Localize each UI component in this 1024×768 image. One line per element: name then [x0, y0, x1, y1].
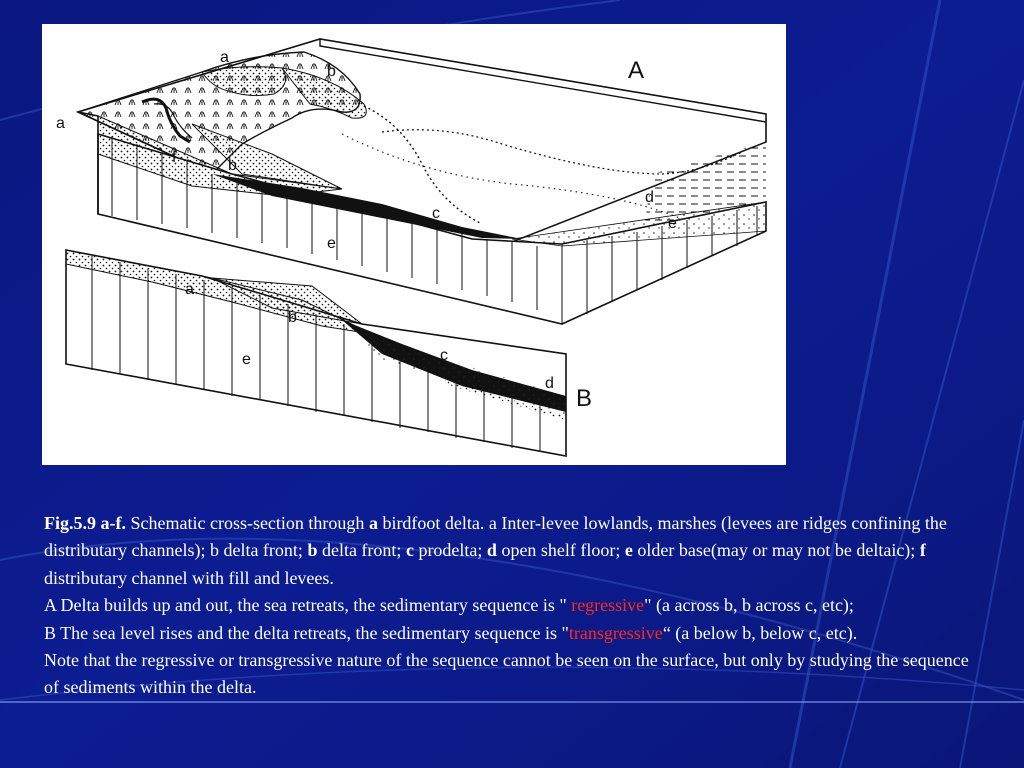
caption-text: B The sea level rises and the delta retreats, the sedimentary sequence is " [44, 622, 569, 643]
label-b-c: c [440, 347, 448, 364]
caption-bold: c [405, 540, 414, 561]
caption-text: birdfoot delta. a Inter-levee lowlands, marshes (levees are ridges confining the distributary channels); b delta front; [44, 513, 947, 561]
caption-paragraph-note: Note that the regressive or transgressive nature of the sequence cannot be seen on the surface, but only by studying the sequence of sediments within the delta. [44, 650, 969, 698]
caption-paragraph-transgressive [44, 620, 984, 647]
label-b-1: b [327, 63, 336, 80]
label-e-2: e [327, 235, 336, 252]
label-a-1: a [220, 49, 229, 66]
caption-fig-label: Fig.5.9 a-f. [44, 513, 126, 533]
caption-text: distributary channel with fill and levees. [44, 567, 334, 588]
caption-text: " (a across b, b across c, etc); [644, 595, 854, 616]
label-b-2: b [228, 157, 237, 174]
label-A: A [628, 57, 645, 84]
figure-caption [44, 510, 984, 702]
delta-diagram [42, 24, 786, 465]
label-a-2: a [56, 115, 65, 132]
delta-diagram-figure [42, 24, 786, 465]
label-b-a: a [185, 281, 194, 298]
caption-bold: a [368, 513, 378, 533]
caption-text: older base(may or may not be deltaic); [632, 540, 920, 561]
caption-text: prodelta; [413, 540, 487, 561]
label-d: d [645, 189, 654, 206]
transgressive-term: transgressive [568, 622, 663, 643]
caption-text: delta front; [317, 540, 406, 561]
caption-text: Schematic cross-section through [125, 513, 369, 533]
caption-text: open shelf floor; [496, 540, 625, 561]
caption-paragraph-regressive [44, 592, 984, 619]
label-b-e: e [242, 351, 251, 368]
caption-bold: b [307, 540, 318, 561]
regressive-term: regressive [571, 595, 645, 616]
label-b-b: b [288, 309, 297, 326]
caption-bold: d [486, 540, 497, 561]
caption-paragraph-definitions [44, 510, 984, 592]
label-B: B [576, 385, 593, 412]
label-c: c [432, 205, 440, 222]
label-b-d: d [545, 375, 554, 392]
caption-text: “ (a below b, below c, etc). [662, 622, 858, 643]
label-f: f [172, 149, 177, 166]
caption-bold: f [919, 540, 926, 561]
caption-bold: e [624, 540, 633, 561]
caption-text: A Delta builds up and out, the sea retreats, the sedimentary sequence is " [44, 595, 572, 616]
label-e-1: e [668, 215, 677, 232]
